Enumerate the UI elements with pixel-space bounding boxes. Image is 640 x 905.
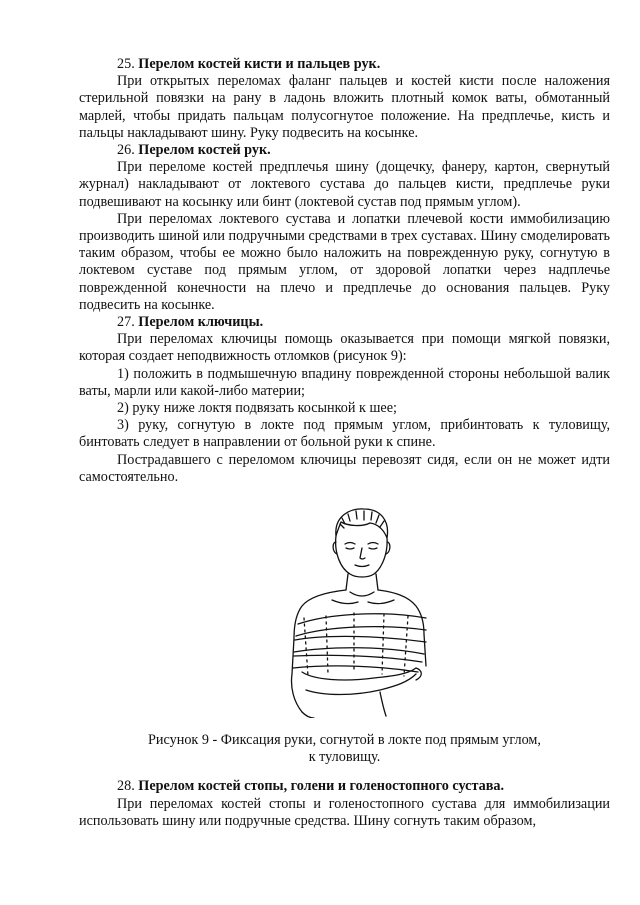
- section-25-heading: [79, 56, 610, 73]
- section-25-number: 25.: [117, 56, 135, 72]
- section-27-item-3: 3) руку, согнутую в локте под прямым углом, прибинтовать к туловищу, бинтовать следует в направлении от больной руки к спине.: [79, 417, 610, 451]
- figure-9: [79, 500, 610, 732]
- section-25-title: Перелом костей кисти и пальцев рук.: [138, 56, 381, 72]
- section-27-paragraph-1: При переломах ключицы помощь оказывается при помощи мягкой повязки, которая создает неподвижность отломков (рисунок 9):: [79, 331, 610, 365]
- section-26-paragraph-1: При переломе костей предплечья шину (дощечку, фанеру, картон, свернутый журнал) накладывают от локтевого сустава до пальцев кисти, предплечье руки подвешивают на косынку или бинт (локтевой сустав под прямым углом).: [79, 159, 610, 210]
- section-28-heading: [79, 778, 610, 795]
- section-27-heading: [79, 314, 610, 331]
- section-27-item-1: 1) положить в подмышечную впадину поврежденной стороны небольшой валик ваты, марли или какой-либо материи;: [79, 365, 610, 399]
- bandaged-man-illustration: [284, 506, 434, 718]
- section-26-number: 26.: [117, 142, 135, 159]
- section-27-number: 27.: [117, 314, 135, 331]
- section-26-title: Перелом костей рук.: [138, 142, 271, 159]
- section-26-heading: [79, 142, 610, 159]
- section-28-title: Перелом костей стопы, голени и голеностопного сустава.: [138, 778, 505, 795]
- figure-9-caption-line-2: к туловищу.: [308, 749, 381, 766]
- figure-9-caption-line-1: Рисунок 9 - Фиксация руки, согнутой в локте под прямым углом,: [148, 732, 541, 749]
- section-25-paragraph: При открытых переломах фаланг пальцев и костей кисти после наложения стерильной повязки на рану в ладонь вложить плотный комок ваты, обмотанный марлей, чтобы придать пальцам полусогнутое положение. На предплечье, кисть и пальцы накладывают шину. Руку подвесить на косынке.: [79, 73, 610, 141]
- section-27-item-2: 2) руку ниже локтя подвязать косынкой к шее;: [117, 400, 397, 417]
- section-27-title: Перелом ключицы.: [138, 314, 264, 331]
- section-26-paragraph-2: При переломах локтевого сустава и лопатки плечевой кости иммобилизацию производить шиной или подручными средствами в трех суставах. Шину смоделировать таким образом, чтобы ее можно было наложить на поврежденную руку, согнутую в локтевом суставе под прямым углом, от здоровой лопатки через надплечье поврежденной конечности на плечо и предплечье до основания пальцев. Руку подвесить на косынке.: [79, 210, 610, 313]
- section-28-number: 28.: [117, 778, 135, 795]
- section-27-paragraph-2: Пострадавшего с переломом ключицы перевозят сидя, если он не может идти самостоятельно.: [79, 451, 610, 485]
- section-28-paragraph: При переломах костей стопы и голеностопного сустава для иммобилизации использовать шину или подручные средства. Шину согнуть таким образом,: [79, 795, 610, 829]
- document-page: [79, 56, 610, 830]
